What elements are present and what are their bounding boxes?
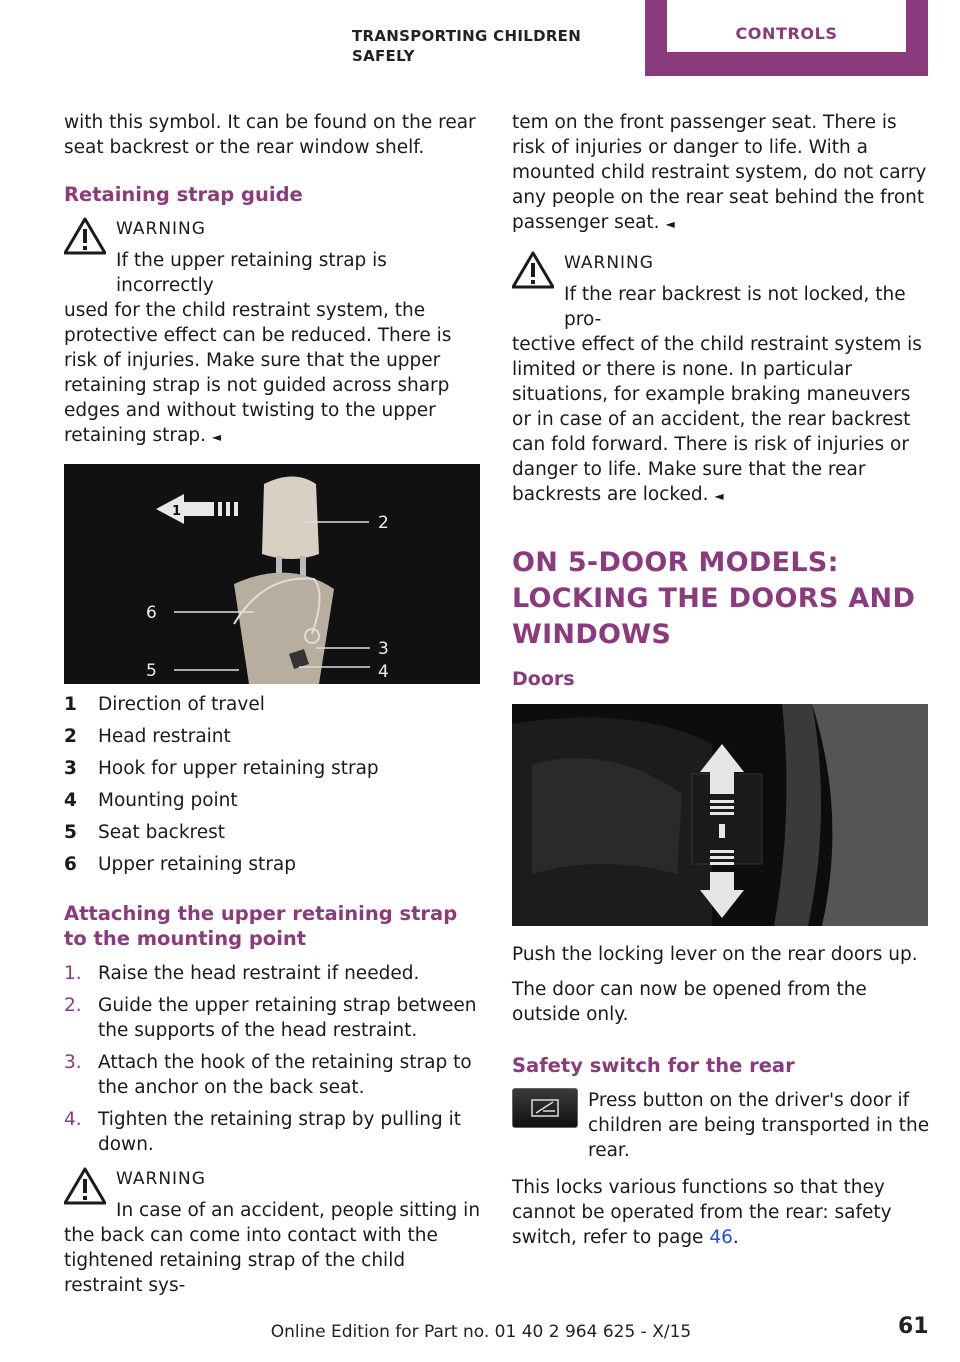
page-reference-link[interactable]: 46 [709, 1227, 733, 1248]
warning-first-line: If the upper retaining strap is incorrectly [116, 250, 387, 296]
door-lock-figure [512, 704, 928, 926]
steps-list [64, 961, 482, 1157]
end-mark-icon: ◄ [211, 430, 222, 444]
warning-text: tective effect of the child restraint system is limited or there is none. In particular situations, for example braking maneuvers or in case of an accident, the rear backrest can fold forward. There is risk of injuries or danger to life. Make sure that the rear backrests are locked. [512, 334, 922, 505]
figure-legend [64, 692, 482, 877]
safety-switch-button-icon [512, 1088, 578, 1128]
warning-triangle-icon [64, 217, 106, 255]
end-mark-icon: ◄ [714, 489, 724, 503]
safety-switch-row [512, 1088, 930, 1163]
figure-label: 5 [146, 661, 157, 681]
footer-edition: Online Edition for Part no. 01 40 2 964 625 - X/15 [270, 1322, 692, 1342]
door-open-text: The door can now be opened from the outside only. [512, 979, 867, 1025]
legend-text: Mounting point [98, 790, 238, 811]
locks-end: . [732, 1227, 739, 1248]
legend-number: 3 [64, 758, 77, 779]
strap-diagram [64, 464, 480, 684]
legend-text: Seat backrest [98, 822, 226, 843]
warning-block-1 [64, 217, 482, 450]
figure-label: 4 [378, 662, 389, 682]
continuation-text: tem on the front passenger seat. There is risk of injuries or danger to life. With a mounted child restraint system, do not carry any people on the rear seat behind the front passenger seat. [512, 112, 927, 233]
legend-text: Direction of travel [98, 694, 265, 715]
safety-switch-text: Press button on the driver's door if children are being transported in the rear. [588, 1090, 930, 1161]
legend-text: Hook for upper retaining strap [98, 758, 379, 779]
step-text: Tighten the retaining strap by pulling it down. [98, 1109, 462, 1155]
heading-attach-strap: Attaching the upper retaining strap to the mounting point [64, 902, 458, 950]
warning-block-3 [512, 251, 930, 509]
warning-triangle-icon [512, 251, 554, 289]
heading-safety-switch: Safety switch for the rear [512, 1054, 795, 1077]
left-column [64, 110, 482, 1308]
door-lock-diagram [512, 704, 928, 926]
figure-label: 6 [146, 603, 157, 623]
warning-title: WARNING [116, 219, 206, 239]
warning-triangle-icon [64, 1167, 106, 1205]
warning-text: the back can come into contact with the tightened retaining strap of the child restraint sys- [64, 1225, 438, 1296]
lock-lever-icon [719, 824, 725, 838]
figure-label: 3 [378, 639, 389, 659]
legend-number: 5 [64, 822, 77, 843]
step-text: Attach the hook of the retaining strap to the anchor on the back seat. [98, 1052, 472, 1098]
legend-number: 2 [64, 726, 77, 747]
legend-number: 4 [64, 790, 77, 811]
chapter-tab-label: CONTROLS [667, 0, 906, 52]
legend-number: 6 [64, 854, 77, 875]
warning-first-line: If the rear backrest is not locked, the pro- [564, 284, 906, 330]
legend-number: 1 [64, 694, 77, 715]
heading-doors: Doors [512, 668, 575, 690]
step-number: 2. [64, 995, 82, 1016]
step-item [64, 961, 482, 986]
legend-text: Head restraint [98, 726, 231, 747]
warning-first-line: In case of an accident, people sitting in [116, 1200, 481, 1221]
step-item [64, 1050, 482, 1100]
step-text: Guide the upper retaining strap between the supports of the head restraint. [98, 995, 477, 1041]
intro-paragraph: with this symbol. It can be found on the rear seat backrest or the rear window shelf. [64, 112, 476, 158]
step-item [64, 993, 482, 1043]
step-text: Raise the head restraint if needed. [98, 963, 420, 984]
figure-label: 2 [378, 513, 389, 533]
strap-guide-figure [64, 464, 480, 684]
step-number: 1. [64, 963, 82, 984]
chapter-tab[interactable] [645, 0, 928, 76]
step-item [64, 1107, 482, 1157]
page-number: 61 [898, 1314, 929, 1339]
section-title: TRANSPORTING CHILDREN SAFELY [352, 27, 582, 65]
warning-block-2 [64, 1167, 482, 1298]
warning-text: used for the child restraint system, the protective effect can be reduced. There is risk of injuries. Make sure that the upper retaining strap is not guided across sharp edges and without twisting to the upper retaining strap. [64, 300, 452, 446]
legend-text: Upper retaining strap [98, 854, 296, 875]
step-number: 4. [64, 1109, 82, 1130]
end-mark-icon: ◄ [665, 217, 675, 231]
heading-strap-guide: Retaining strap guide [64, 183, 303, 206]
right-column [512, 110, 930, 1260]
figure-label: 1 [172, 504, 182, 519]
warning-title: WARNING [116, 1169, 206, 1189]
heading-5door-models: ON 5-DOOR MODELS: LOCKING THE DOORS AND WINDOWS [512, 547, 916, 650]
step-number: 3. [64, 1052, 82, 1073]
locks-functions-text: This locks various functions so that they cannot be operated from the rear: safety switch, refer to page [512, 1177, 892, 1248]
push-lever-text: Push the locking lever on the rear doors up. [512, 944, 918, 965]
warning-title: WARNING [564, 253, 654, 273]
